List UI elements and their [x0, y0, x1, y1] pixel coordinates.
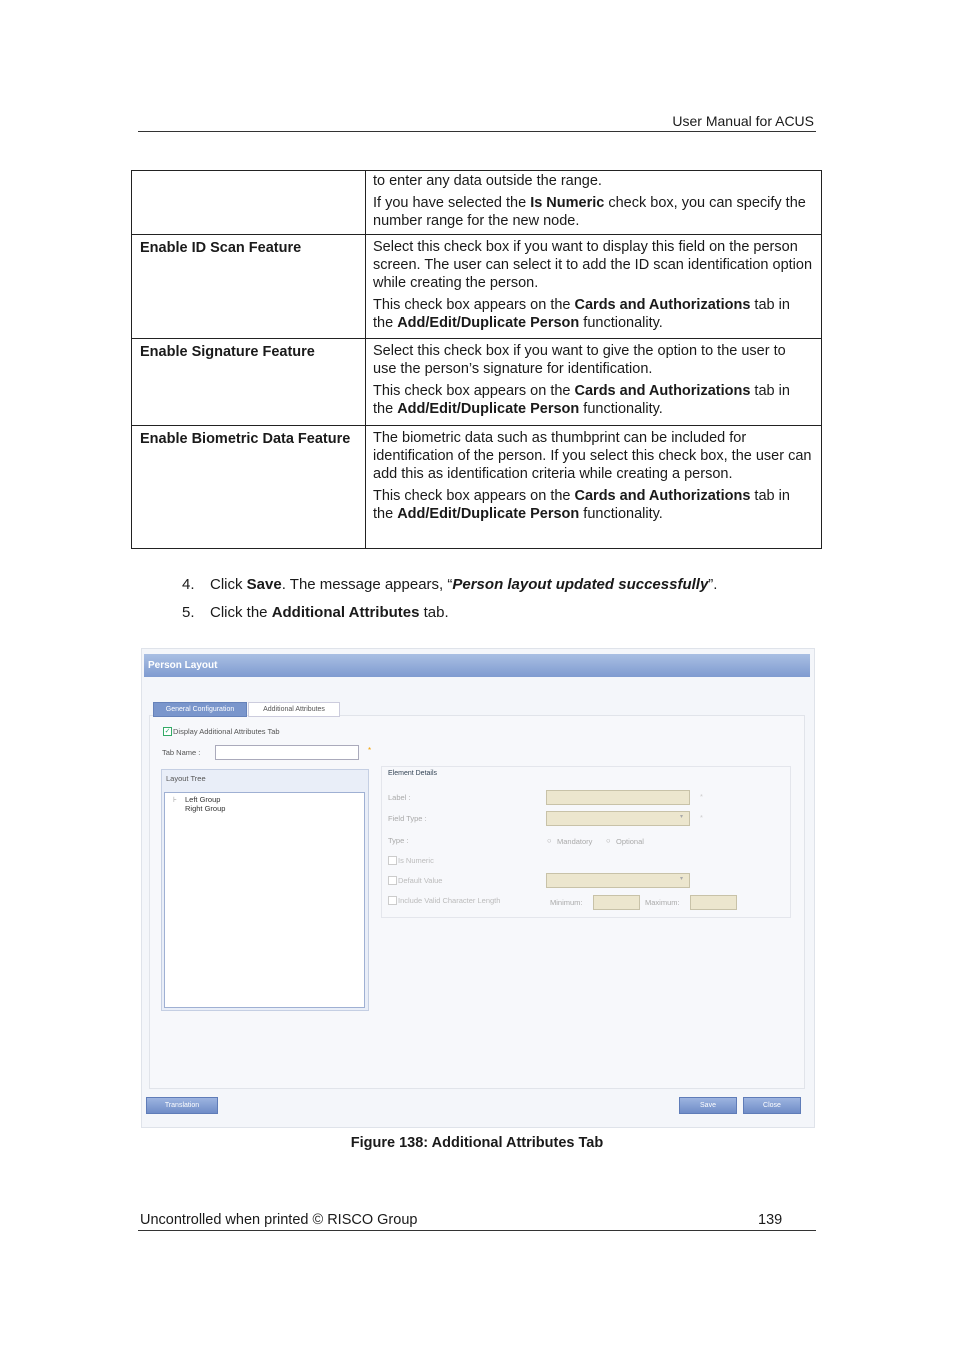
step-4: 4. Click Save. The message appears, “Person layout updated successfully”.: [182, 576, 718, 593]
translation-button[interactable]: Translation: [146, 1097, 218, 1114]
field-type-label: Field Type :: [388, 814, 427, 823]
tree-expander-icon[interactable]: ⊦: [173, 795, 177, 804]
label-required-marker: *: [700, 792, 703, 801]
page-footer: [138, 1211, 816, 1231]
window-title: Person Layout: [148, 660, 218, 671]
step-text: Click Save. The message appears, “Person layout updated successfully”.: [210, 576, 718, 593]
tab-general-configuration[interactable]: General Configuration: [153, 702, 247, 717]
page-number: 139: [758, 1212, 783, 1228]
layout-tree-label: Layout Tree: [166, 774, 206, 783]
minimum-label: Minimum:: [550, 898, 583, 907]
tree-item-right-group[interactable]: Right Group: [185, 804, 226, 813]
mandatory-radio[interactable]: ○: [547, 836, 552, 845]
field-type-required-marker: *: [700, 813, 703, 822]
description-paragraph: Select this check box if you want to display this field on the person screen. The user can select it to add the ID scan identification option while creating the person.: [373, 239, 813, 291]
layout-tree: [164, 792, 365, 1008]
description-paragraph: This check box appears on the Cards and Authorizations tab in the Add/Edit/Duplicate Person functionality.: [373, 488, 790, 522]
description-paragraph: to enter any data outside the range.: [373, 173, 602, 189]
description-paragraph: Select this check box if you want to give the option to the user to use the person’s signature for identification.: [373, 343, 786, 377]
table-row: [132, 426, 822, 549]
type-label: Type :: [388, 836, 409, 845]
step-text: Click the Additional Attributes tab.: [210, 604, 449, 621]
display-tab-checkbox[interactable]: ✓: [164, 728, 171, 735]
feature-name: [132, 171, 366, 235]
feature-name: Enable Biometric Data Feature: [132, 426, 366, 549]
feature-description: [366, 339, 822, 426]
include-valid-label: Include Valid Character Length: [398, 896, 501, 905]
label-input[interactable]: [546, 790, 690, 805]
footer-copyright: Uncontrolled when printed © RISCO Group: [140, 1212, 418, 1228]
close-button[interactable]: Close: [743, 1097, 801, 1114]
field-type-select[interactable]: [546, 811, 690, 826]
page-header: [138, 112, 816, 132]
minimum-input[interactable]: [593, 895, 640, 910]
parameter-table: [131, 170, 822, 549]
element-details-label: Element Details: [388, 770, 438, 777]
required-marker: *: [368, 746, 372, 755]
table-row: [132, 339, 822, 426]
manual-title: User Manual for ACUS: [672, 113, 814, 129]
description-paragraph: If you have selected the Is Numeric check box, you can specify the number range for the new node.: [373, 195, 806, 229]
is-numeric-label: Is Numeric: [398, 856, 434, 865]
feature-description: [366, 426, 822, 549]
tab-name-label: Tab Name :: [162, 748, 201, 757]
chevron-down-icon: ▾: [680, 876, 684, 882]
include-valid-checkbox[interactable]: [388, 896, 397, 905]
maximum-label: Maximum:: [645, 898, 680, 907]
tab-name-input[interactable]: [215, 745, 359, 760]
table-row: [132, 171, 822, 235]
mandatory-label: Mandatory: [557, 837, 593, 846]
figure-caption: Figure 138: Additional Attributes Tab: [350, 1135, 604, 1151]
default-value-checkbox[interactable]: [388, 876, 397, 885]
save-button[interactable]: Save: [679, 1097, 737, 1114]
step-5: 5. Click the Additional Attributes tab.: [182, 604, 449, 621]
display-tab-label: Display Additional Attributes Tab: [173, 727, 280, 736]
feature-description: [366, 171, 822, 235]
optional-label: Optional: [616, 837, 644, 846]
default-value-label: Default Value: [398, 876, 443, 885]
label-field-label: Label :: [388, 793, 411, 802]
feature-name: Enable ID Scan Feature: [132, 235, 366, 339]
tab-additional-attributes[interactable]: Additional Attributes: [248, 702, 340, 717]
window-titlebar: [144, 654, 810, 677]
chevron-down-icon: ▾: [680, 814, 684, 820]
description-paragraph: The biometric data such as thumbprint can be included for identification of the person. If you select this check box, the user can add this as identification criteria while creating a person.: [373, 430, 812, 482]
is-numeric-checkbox[interactable]: [388, 856, 397, 865]
feature-name: Enable Signature Feature: [132, 339, 366, 426]
description-paragraph: This check box appears on the Cards and Authorizations tab in the Add/Edit/Duplicate Person functionality.: [373, 383, 790, 417]
optional-radio[interactable]: ○: [606, 836, 611, 845]
description-paragraph: This check box appears on the Cards and Authorizations tab in the Add/Edit/Duplicate Person functionality.: [373, 297, 790, 331]
tree-item-left-group[interactable]: Left Group: [185, 795, 221, 804]
feature-description: [366, 235, 822, 339]
table-row: [132, 235, 822, 339]
default-value-select[interactable]: [546, 873, 690, 888]
maximum-input[interactable]: [690, 895, 737, 910]
